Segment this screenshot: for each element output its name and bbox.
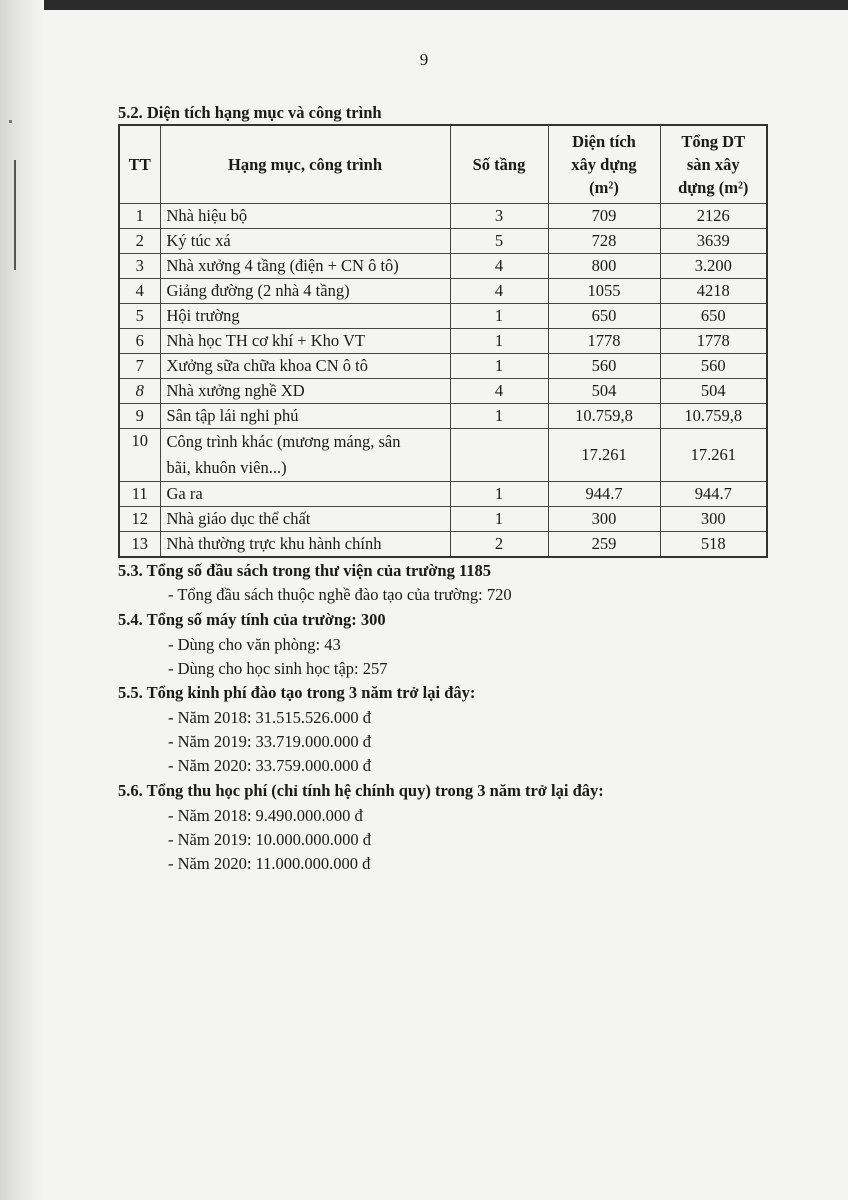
cell-name: Giảng đường (2 nhà 4 tầng) bbox=[160, 278, 450, 303]
cell-total: 944.7 bbox=[660, 481, 767, 506]
cell-area: 1778 bbox=[548, 328, 660, 353]
cell-area: 300 bbox=[548, 506, 660, 531]
table-row bbox=[119, 531, 767, 557]
list-item: - Năm 2018: 9.490.000.000 đ bbox=[168, 806, 363, 825]
table-row bbox=[119, 278, 767, 303]
table-row bbox=[119, 378, 767, 403]
cell-floors: 1 bbox=[450, 506, 548, 531]
cell-name: Ga ra bbox=[160, 481, 450, 506]
scan-binding-shadow bbox=[0, 0, 44, 1200]
table-row bbox=[119, 481, 767, 506]
table-row bbox=[119, 253, 767, 278]
table-row bbox=[119, 428, 767, 481]
section-5-2-heading: 5.2. Diện tích hạng mục và công trình bbox=[118, 103, 382, 122]
cell-name: Hội trường bbox=[160, 303, 450, 328]
cell-name-line2: bãi, khuôn viên...) bbox=[166, 457, 287, 477]
list-item: - Năm 2020: 33.759.000.000 đ bbox=[168, 756, 372, 775]
cell-total: 650 bbox=[660, 303, 767, 328]
cell-area: 1055 bbox=[548, 278, 660, 303]
cell-tt: 7 bbox=[119, 353, 160, 378]
cell-name: Ký túc xá bbox=[160, 228, 450, 253]
cell-area: 259 bbox=[548, 531, 660, 557]
table-row bbox=[119, 403, 767, 428]
list-item: - Tổng đầu sách thuộc nghề đào tạo của trường: 720 bbox=[168, 585, 512, 604]
col-header-tt: TT bbox=[119, 125, 160, 203]
section-5-6-heading: 5.6. Tổng thu học phí (chỉ tính hệ chính quy) trong 3 năm trở lại đây: bbox=[118, 781, 604, 800]
col-header-area-line1: Diện tích bbox=[572, 131, 636, 151]
cell-name-line1: Công trình khác (mương máng, sân bbox=[166, 431, 401, 451]
cell-tt: 8 bbox=[119, 378, 160, 403]
cell-name: Nhà hiệu bộ bbox=[160, 203, 450, 228]
cell-floors: 4 bbox=[450, 253, 548, 278]
cell-total: 504 bbox=[660, 378, 767, 403]
table-row bbox=[119, 506, 767, 531]
cell-name bbox=[160, 428, 450, 481]
col-header-area bbox=[548, 125, 660, 203]
cell-floors: 1 bbox=[450, 481, 548, 506]
cell-total: 1778 bbox=[660, 328, 767, 353]
col-header-name: Hạng mục, công trình bbox=[160, 125, 450, 203]
cell-total: 10.759,8 bbox=[660, 403, 767, 428]
cell-floors: 4 bbox=[450, 278, 548, 303]
cell-total: 4218 bbox=[660, 278, 767, 303]
cell-tt: 9 bbox=[119, 403, 160, 428]
cell-tt: 1 bbox=[119, 203, 160, 228]
cell-total: 3639 bbox=[660, 228, 767, 253]
cell-floors: 1 bbox=[450, 303, 548, 328]
cell-floors: 1 bbox=[450, 403, 548, 428]
cell-area: 504 bbox=[548, 378, 660, 403]
cell-tt: 10 bbox=[119, 428, 160, 481]
cell-name: Sân tập lái nghi phú bbox=[160, 403, 450, 428]
cell-tt: 12 bbox=[119, 506, 160, 531]
cell-tt: 6 bbox=[119, 328, 160, 353]
cell-area: 709 bbox=[548, 203, 660, 228]
cell-floors: 5 bbox=[450, 228, 548, 253]
cell-floors: 4 bbox=[450, 378, 548, 403]
col-header-floors: Số tầng bbox=[450, 125, 548, 203]
cell-total: 518 bbox=[660, 531, 767, 557]
cell-floors: 3 bbox=[450, 203, 548, 228]
cell-tt: 3 bbox=[119, 253, 160, 278]
col-header-area-line2: xây dựng bbox=[571, 154, 637, 174]
cell-total: 3.200 bbox=[660, 253, 767, 278]
list-item: - Năm 2019: 10.000.000.000 đ bbox=[168, 830, 372, 849]
cell-tt: 2 bbox=[119, 228, 160, 253]
list-item: - Năm 2019: 33.719.000.000 đ bbox=[168, 732, 372, 751]
section-5-4-heading: 5.4. Tổng số máy tính của trường: 300 bbox=[118, 610, 386, 629]
cell-floors bbox=[450, 428, 548, 481]
col-header-total-line2: sàn xây bbox=[686, 154, 740, 174]
list-item: - Dùng cho học sinh học tập: 257 bbox=[168, 659, 388, 678]
scan-margin-line bbox=[14, 160, 16, 270]
table-row bbox=[119, 203, 767, 228]
cell-name: Nhà xưởng 4 tầng (điện + CN ô tô) bbox=[160, 253, 450, 278]
cell-area: 728 bbox=[548, 228, 660, 253]
cell-floors: 2 bbox=[450, 531, 548, 557]
cell-tt: 4 bbox=[119, 278, 160, 303]
col-header-area-line3: (m²) bbox=[589, 177, 619, 197]
cell-name: Nhà giáo dục thể chất bbox=[160, 506, 450, 531]
cell-name: Nhà thường trực khu hành chính bbox=[160, 531, 450, 557]
cell-area: 560 bbox=[548, 353, 660, 378]
cell-tt: 11 bbox=[119, 481, 160, 506]
cell-tt: 5 bbox=[119, 303, 160, 328]
cell-name: Xưởng sữa chữa khoa CN ô tô bbox=[160, 353, 450, 378]
cell-total: 2126 bbox=[660, 203, 767, 228]
facilities-table bbox=[118, 124, 768, 558]
cell-tt: 13 bbox=[119, 531, 160, 557]
cell-area: 944.7 bbox=[548, 481, 660, 506]
list-item: - Năm 2020: 11.000.000.000 đ bbox=[168, 854, 371, 873]
list-item: - Dùng cho văn phòng: 43 bbox=[168, 635, 341, 654]
list-item: - Năm 2018: 31.515.526.000 đ bbox=[168, 708, 372, 727]
col-header-total-line3: dựng (m²) bbox=[678, 177, 749, 197]
col-header-total-line1: Tổng DT bbox=[681, 131, 746, 151]
cell-area: 800 bbox=[548, 253, 660, 278]
section-5-5-heading: 5.5. Tổng kinh phí đào tạo trong 3 năm trở lại đây: bbox=[118, 683, 476, 702]
scan-top-edge bbox=[0, 0, 848, 10]
section-5-3-heading: 5.3. Tổng số đầu sách trong thư viện của trường 1185 bbox=[118, 561, 492, 580]
cell-name: Nhà học TH cơ khí + Kho VT bbox=[160, 328, 450, 353]
table-row bbox=[119, 303, 767, 328]
table-row bbox=[119, 328, 767, 353]
cell-area: 650 bbox=[548, 303, 660, 328]
cell-area: 10.759,8 bbox=[548, 403, 660, 428]
page-number: 9 bbox=[419, 50, 429, 69]
cell-floors: 1 bbox=[450, 328, 548, 353]
table-header-row bbox=[119, 125, 767, 203]
cell-name: Nhà xưởng nghề XD bbox=[160, 378, 450, 403]
table-row bbox=[119, 228, 767, 253]
cell-total: 560 bbox=[660, 353, 767, 378]
cell-total: 300 bbox=[660, 506, 767, 531]
cell-total: 17.261 bbox=[660, 428, 767, 481]
cell-floors: 1 bbox=[450, 353, 548, 378]
col-header-total bbox=[660, 125, 767, 203]
cell-area: 17.261 bbox=[548, 428, 660, 481]
scan-margin-mark bbox=[9, 120, 12, 123]
table-row bbox=[119, 353, 767, 378]
